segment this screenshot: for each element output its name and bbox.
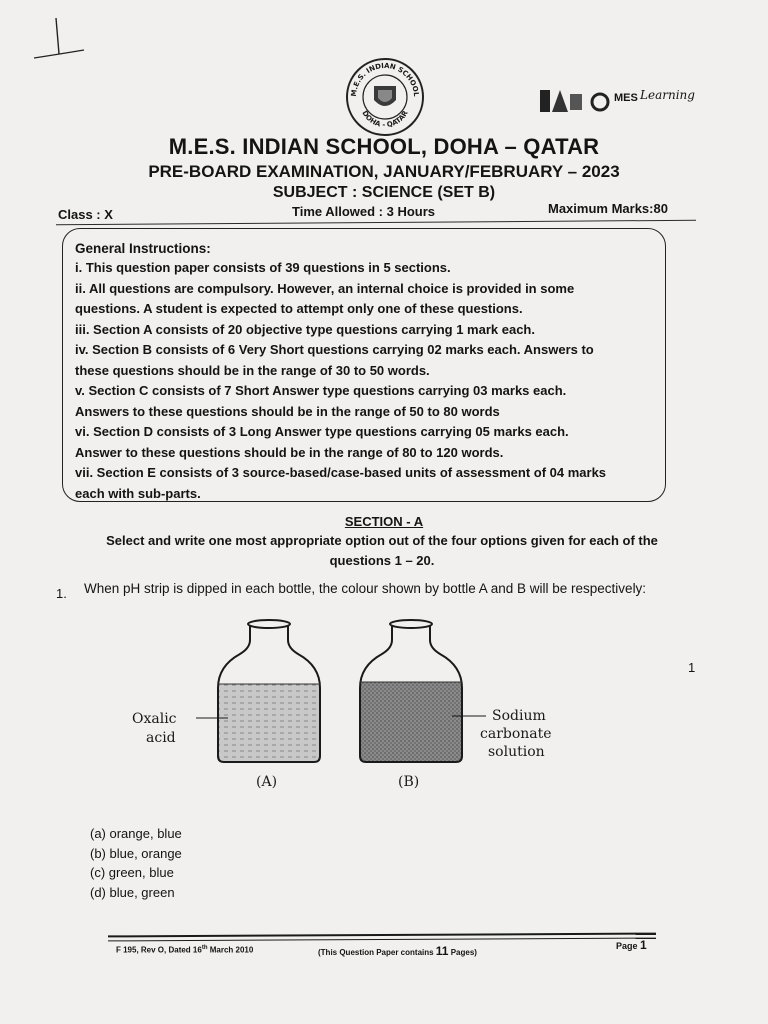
option-a: (a) orange, blue <box>90 826 182 841</box>
instruction-line: v. Section C consists of 7 Short Answer type questions carrying 03 marks each. <box>75 383 567 398</box>
time-allowed: Time Allowed : 3 Hours <box>292 204 436 219</box>
bottle-b <box>360 620 462 762</box>
school-crest-logo <box>344 56 426 138</box>
bottle-a <box>218 620 320 762</box>
brand-mes-text: MES <box>614 92 638 104</box>
page-number: Page 1 <box>616 938 647 952</box>
bottles-figure <box>128 616 588 796</box>
instruction-line: questions. A student is expected to attempt only one of these questions. <box>75 301 523 316</box>
svg-text:DOHA - QATAR: DOHA - QATAR <box>360 109 410 130</box>
option-d: (d) blue, green <box>90 884 175 900</box>
instruction-line: Answers to these questions should be in the range of 50 to 80 words <box>75 403 500 419</box>
instruction-line: i. This question paper consists of 39 questions in 5 sections. <box>75 260 451 275</box>
label-acid: acid <box>146 730 176 746</box>
instruction-line: iii. Section A consists of 20 objective type questions carrying 1 mark each. <box>75 321 535 337</box>
general-instructions-box <box>62 228 666 502</box>
label-solution: solution <box>488 744 545 760</box>
label-oxalic: Oxalic <box>132 711 177 727</box>
pages-note: (This Question Paper contains 11 Pages) <box>318 944 477 958</box>
instructions-title: General Instructions: <box>75 241 211 256</box>
question-marks: 1 <box>688 660 696 675</box>
option-c: (c) green, blue <box>90 865 174 880</box>
svg-text:M.E.S. INDIAN SCHOOL: M.E.S. INDIAN SCHOOL <box>349 61 421 97</box>
subject-title: SUBJECT : SCIENCE (SET B) <box>272 184 496 201</box>
instruction-line: ii. All questions are compulsory. However, an internal choice is provided in some <box>75 280 575 296</box>
instruction-line: Answer to these questions should be in the range of 80 to 120 words. <box>75 444 504 460</box>
exam-title: PRE-BOARD EXAMINATION, JANUARY/FEBRUARY – 2023 <box>148 162 620 181</box>
pen-mark-icon <box>30 16 90 66</box>
caption-a: (A) <box>256 774 278 790</box>
instruction-line: each with sub-parts. <box>75 485 201 501</box>
section-heading: SECTION - A <box>344 514 424 529</box>
footer-divider-thin <box>108 938 656 942</box>
caption-b: (B) <box>398 774 420 790</box>
label-sodium: Sodium <box>492 708 546 724</box>
form-reference: F 195, Rev O, Dated 16th March 2010 <box>116 945 254 955</box>
instruction-line: vi. Section D consists of 3 Long Answer type questions carrying 05 marks each. <box>75 424 569 439</box>
footer-divider-thick <box>108 933 656 938</box>
question-number: 1. <box>56 586 67 601</box>
option-b: (b) blue, orange <box>90 845 182 861</box>
instruction-line: these questions should be in the range of 30 to 50 words. <box>75 362 430 378</box>
school-name: M.E.S. INDIAN SCHOOL, DOHA – QATAR <box>168 134 600 159</box>
class-label: Class : X <box>58 207 113 222</box>
maximum-marks: Maximum Marks:80 <box>548 201 668 216</box>
instruction-line: iv. Section B consists of 6 Very Short questions carrying 02 marks each. Answers to <box>75 342 594 357</box>
section-directions: Select and write one most appropriate option out of the four options given for each of the questions 1 – 20. <box>106 533 658 568</box>
question-text: When pH strip is dipped in each bottle, the colour shown by bottle A and B will be respectively: <box>84 581 647 596</box>
instruction-line: vii. Section E consists of 3 source-based/case-based units of assessment of 04 marks <box>75 465 607 480</box>
answer-options <box>90 824 182 902</box>
label-carbonate: carbonate <box>480 726 552 742</box>
mes-learning-brand <box>540 86 695 118</box>
brand-emblem-icon <box>540 86 610 116</box>
brand-learning-text: Learning <box>640 88 695 102</box>
header-divider <box>56 220 696 225</box>
